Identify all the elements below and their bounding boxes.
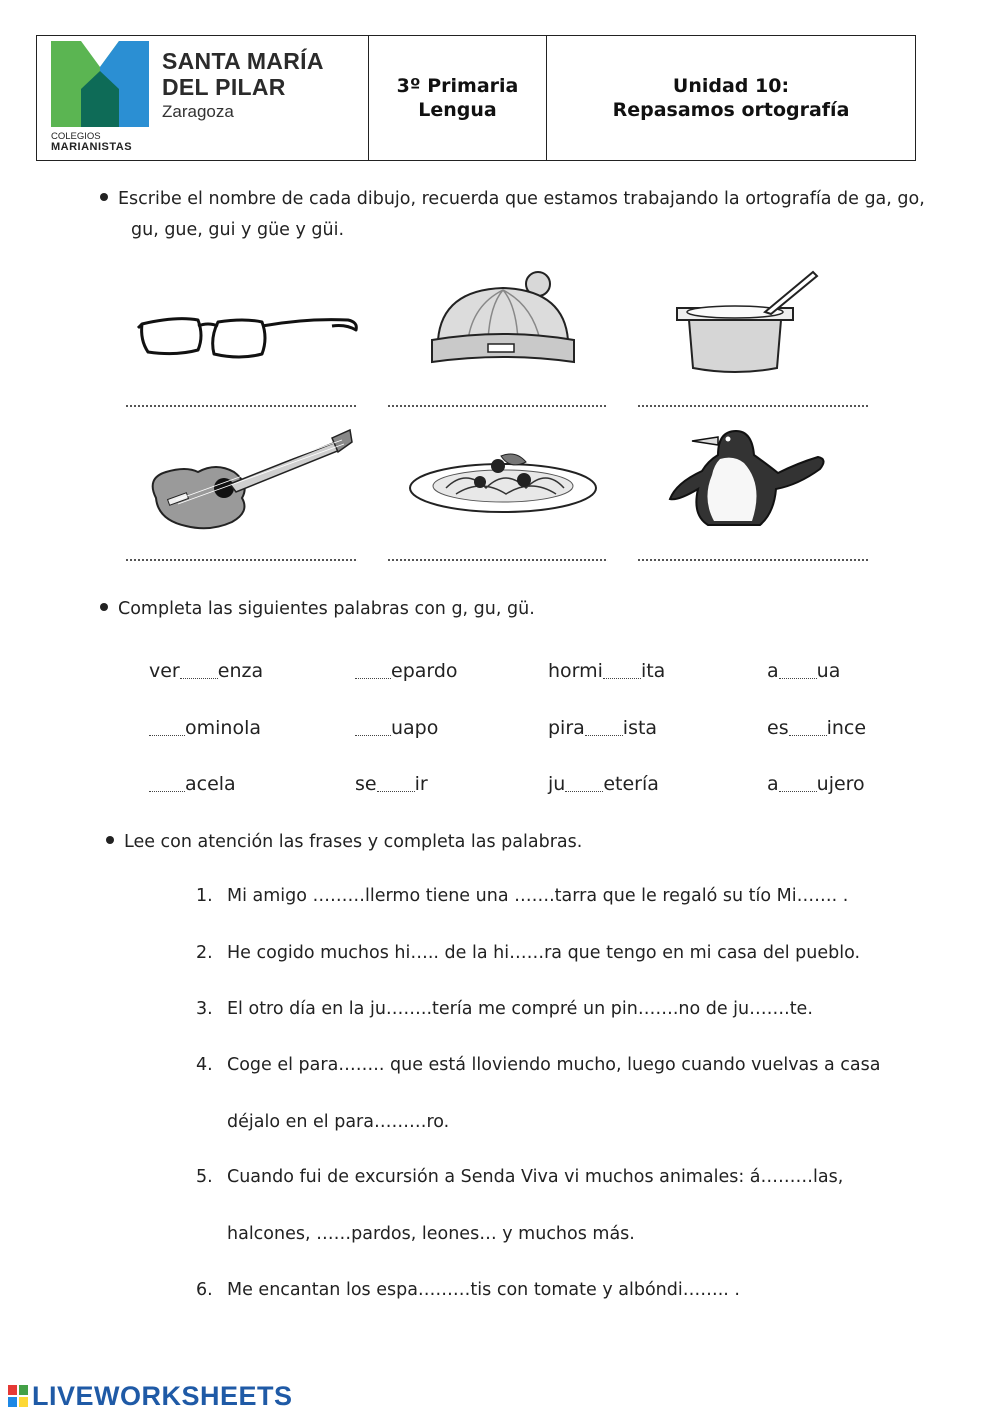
word-prefix: a [767, 773, 779, 795]
unit-title: Repasamos ortografía [612, 99, 850, 121]
word-suffix: enza [217, 660, 264, 682]
unit-number: Unidad 10: [672, 75, 790, 97]
word-item [355, 773, 428, 795]
word-prefix: ju [548, 773, 566, 795]
bullet-icon [100, 193, 108, 201]
sentence-4-continuation: déjalo en el para………ro. [227, 1112, 450, 1132]
letter-gap-blank[interactable] [355, 677, 391, 679]
letter-gap-blank[interactable] [789, 734, 827, 736]
word-item [149, 717, 261, 739]
header-table [36, 35, 916, 161]
unit-cell [547, 36, 915, 160]
exercise2-instruction: Completa las siguientes palabras con g, gu, gü. [100, 594, 535, 625]
word-prefix: a [767, 660, 779, 682]
school-city: Zaragoza [162, 102, 234, 121]
word-suffix: ir [414, 773, 428, 795]
word-suffix: ujero [816, 773, 865, 795]
sentence-1: 1. Mi amigo ………llermo tiene una …….tarra que le regaló su tío Mi……. . [196, 886, 849, 906]
sentence-6: 6. Me encantan los espa………tis con tomate y albóndi…….. . [196, 1280, 740, 1300]
word-item [355, 660, 458, 682]
word-item [548, 773, 659, 795]
liveworksheets-logo-icon [8, 1385, 28, 1407]
school-logo-icon [51, 41, 149, 127]
bullet-icon [100, 603, 108, 611]
yogurt-icon [675, 268, 820, 378]
course-cell [369, 36, 547, 160]
penguin-icon [668, 425, 828, 530]
letter-gap-blank[interactable] [377, 790, 415, 792]
word-item [767, 660, 840, 682]
word-suffix: ita [640, 660, 666, 682]
course-subject: Lengua [418, 99, 497, 121]
word-suffix: etería [603, 773, 659, 795]
letter-gap-blank[interactable] [565, 790, 603, 792]
word-suffix: uapo [391, 717, 439, 739]
sentence-2: 2. He cogido muchos hi….. de la hi……ra que tengo en mi casa del pueblo. [196, 943, 861, 963]
school-name: SANTA MARÍA DEL PILAR [162, 48, 324, 100]
word-suffix: ista [622, 717, 658, 739]
exercise1-instruction: Escribe el nombre de cada dibujo, recuerda que estamos trabajando la ortografía de ga, go, gu, gue, gui y güe y güi. [100, 184, 925, 246]
sentence-4: 4. Coge el para…….. que está lloviendo mucho, luego cuando vuelvas a casa [196, 1055, 881, 1075]
letter-gap-blank[interactable] [149, 734, 185, 736]
word-suffix: epardo [391, 660, 458, 682]
letter-gap-blank[interactable] [779, 677, 817, 679]
word-suffix: ominola [185, 717, 261, 739]
liveworksheets-brand[interactable] [8, 1381, 293, 1411]
liveworksheets-wordmark: LIVEWORKSHEETS [32, 1380, 293, 1411]
word-suffix: ua [816, 660, 841, 682]
word-suffix: acela [185, 773, 236, 795]
letter-gap-blank[interactable] [180, 677, 218, 679]
letter-gap-blank[interactable] [149, 790, 185, 792]
bullet-icon [106, 836, 114, 844]
answer-line[interactable] [638, 559, 868, 561]
letter-gap-blank[interactable] [603, 677, 641, 679]
wool-hat-icon [428, 270, 578, 375]
sentence-3: 3. El otro día en la ju……..tería me compré un pin…….no de ju…….te. [196, 999, 813, 1019]
word-item [767, 773, 865, 795]
letter-gap-blank[interactable] [355, 734, 391, 736]
letter-gap-blank[interactable] [779, 790, 817, 792]
word-item [548, 660, 665, 682]
word-item [767, 717, 866, 739]
spaghetti-icon [406, 448, 601, 518]
word-item [355, 717, 438, 739]
sentence-5: 5. Cuando fui de excursión a Senda Viva vi muchos animales: á………las, [196, 1167, 844, 1187]
word-prefix: hormi [548, 660, 603, 682]
exercise3-instruction: Lee con atención las frases y completa las palabras. [106, 827, 582, 858]
answer-line[interactable] [638, 405, 868, 407]
logo-caption: COLEGIOS MARIANISTAS [51, 131, 133, 153]
sentence-5-continuation: halcones, ……pardos, leones… y muchos más. [227, 1224, 635, 1244]
word-prefix: es [767, 717, 789, 739]
letter-gap-blank[interactable] [585, 734, 623, 736]
answer-line[interactable] [126, 559, 356, 561]
answer-line[interactable] [388, 559, 606, 561]
answer-line[interactable] [388, 405, 606, 407]
guitar-icon [146, 428, 356, 533]
glasses-icon [136, 300, 361, 370]
word-item [149, 773, 236, 795]
word-prefix: pira [548, 717, 585, 739]
word-item [548, 717, 657, 739]
answer-line[interactable] [126, 405, 356, 407]
word-prefix: se [355, 773, 377, 795]
school-logo-cell [37, 36, 369, 160]
word-item [149, 660, 263, 682]
word-suffix: ince [826, 717, 867, 739]
word-prefix: ver [149, 660, 180, 682]
course-level: 3º Primaria [396, 75, 519, 97]
